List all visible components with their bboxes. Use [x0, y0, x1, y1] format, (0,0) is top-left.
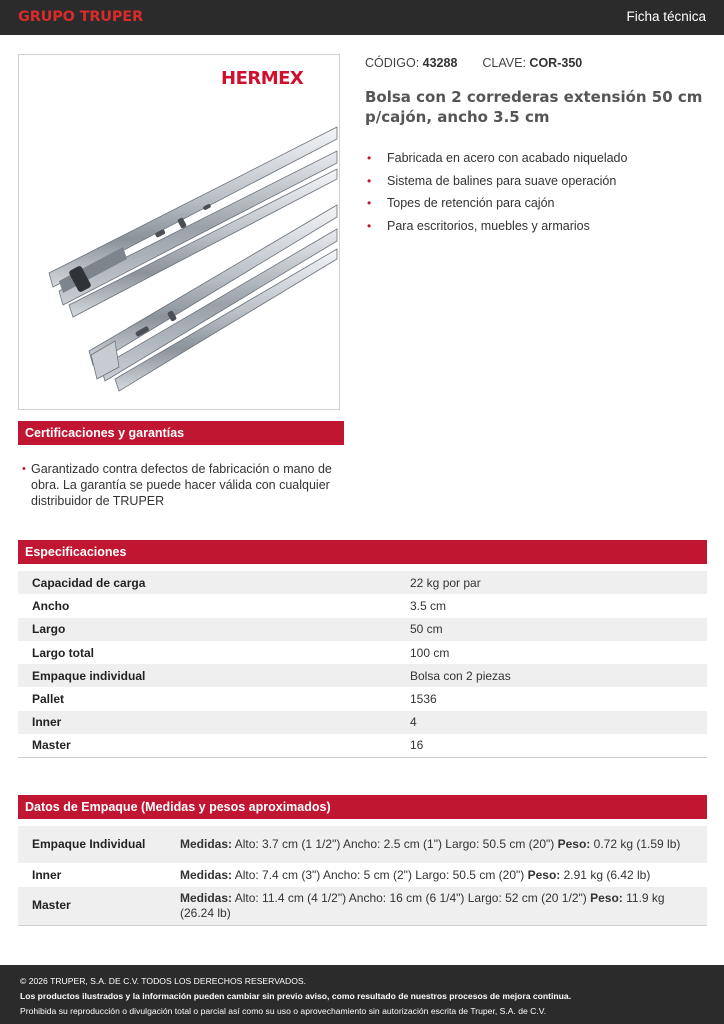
feature-item: • Para escritorios, muebles y armarios — [365, 215, 627, 238]
disclaimer-text: Los productos ilustrados y la información pueden cambiar sin previo aviso, como resultado de nuestros procesos de mejora continua. — [20, 991, 572, 1001]
bullet-icon: • — [367, 173, 372, 188]
table-row: Master Medidas: Alto: 11.4 cm (4 1/2") Ancho: 16 cm (6 1/4") Largo: 52 cm (20 1/2") Peso: 11.9 kg (26.24 lb) — [18, 887, 707, 925]
upper-slide — [49, 127, 337, 317]
feature-item: • Sistema de balines para suave operación — [365, 170, 627, 193]
table-row: Master 16 — [18, 734, 707, 757]
table-row: Inner 4 — [18, 711, 707, 734]
specifications-table — [18, 571, 707, 758]
table-row: Largo total 100 cm — [32, 645, 450, 660]
packaging-table — [18, 826, 707, 926]
top-bar — [0, 0, 724, 35]
footer — [0, 965, 724, 1024]
table-row: Capacidad de carga 22 kg por par — [18, 571, 707, 594]
warranty-text: • Garantizado contra defectos de fabricación o mano de obra. La garantía se puede hacer válida con cualquier distribuidor de TRUPER — [22, 462, 332, 508]
legal-text: Prohibida su reproducción o divulgación total o parcial así como su uso o aprovechamiento sin autorización escrita de Truper, S.A. de C.V. — [20, 1006, 547, 1016]
product-image — [18, 54, 340, 410]
table-row: Ancho 3.5 cm — [32, 598, 447, 613]
product-title: Bolsa con 2 correderas extensión 50 cm p/cajón, ancho 3.5 cm — [365, 88, 703, 126]
specifications-heading: Especificaciones — [18, 540, 707, 564]
table-row: Largo 50 cm — [18, 618, 707, 641]
table-row: Inner Medidas: Alto: 7.4 cm (3") Ancho: 5 cm (2") Largo: 50.5 cm (20") Peso: 2.91 kg (6.42 lb) — [32, 867, 651, 882]
bullet-icon: • — [367, 218, 372, 233]
sheet-type-label: Ficha técnica — [626, 9, 706, 24]
table-row: Pallet 1536 — [32, 692, 437, 707]
bullet-icon: • — [367, 196, 372, 210]
bullet-icon: • — [367, 151, 372, 165]
feature-item: • Topes de retención para cajón — [365, 192, 627, 215]
code-label: CÓDIGO: — [365, 56, 420, 70]
feature-list — [365, 147, 627, 237]
brand-logo: GRUPO TRUPER — [18, 9, 143, 25]
table-row: Empaque individual Bolsa con 2 piezas — [18, 664, 707, 687]
key-label: CLAVE: — [482, 56, 526, 70]
packaging-heading: Datos de Empaque (Medidas y pesos aproximados) — [18, 795, 707, 819]
hermex-logo: HERMEX — [221, 68, 304, 89]
certifications-heading: Certificaciones y garantías — [18, 421, 344, 445]
key-value: COR-350 — [529, 56, 583, 70]
copyright-text: © 2026 TRUPER, S.A. DE C.V. TODOS LOS DERECHOS RESERVADOS. — [20, 976, 307, 986]
bullet-icon: • — [22, 463, 26, 475]
table-row: Empaque Individual Medidas: Alto: 3.7 cm (1 1/2") Ancho: 2.5 cm (1") Largo: 50.5 cm (20") Peso: 0.72 kg (1.59 lb) — [18, 826, 707, 863]
drawer-slides-illustration — [19, 55, 339, 409]
product-codes — [365, 56, 582, 70]
code-value: 43288 — [422, 56, 458, 70]
feature-item: • Fabricada en acero con acabado niquelado — [365, 147, 627, 170]
